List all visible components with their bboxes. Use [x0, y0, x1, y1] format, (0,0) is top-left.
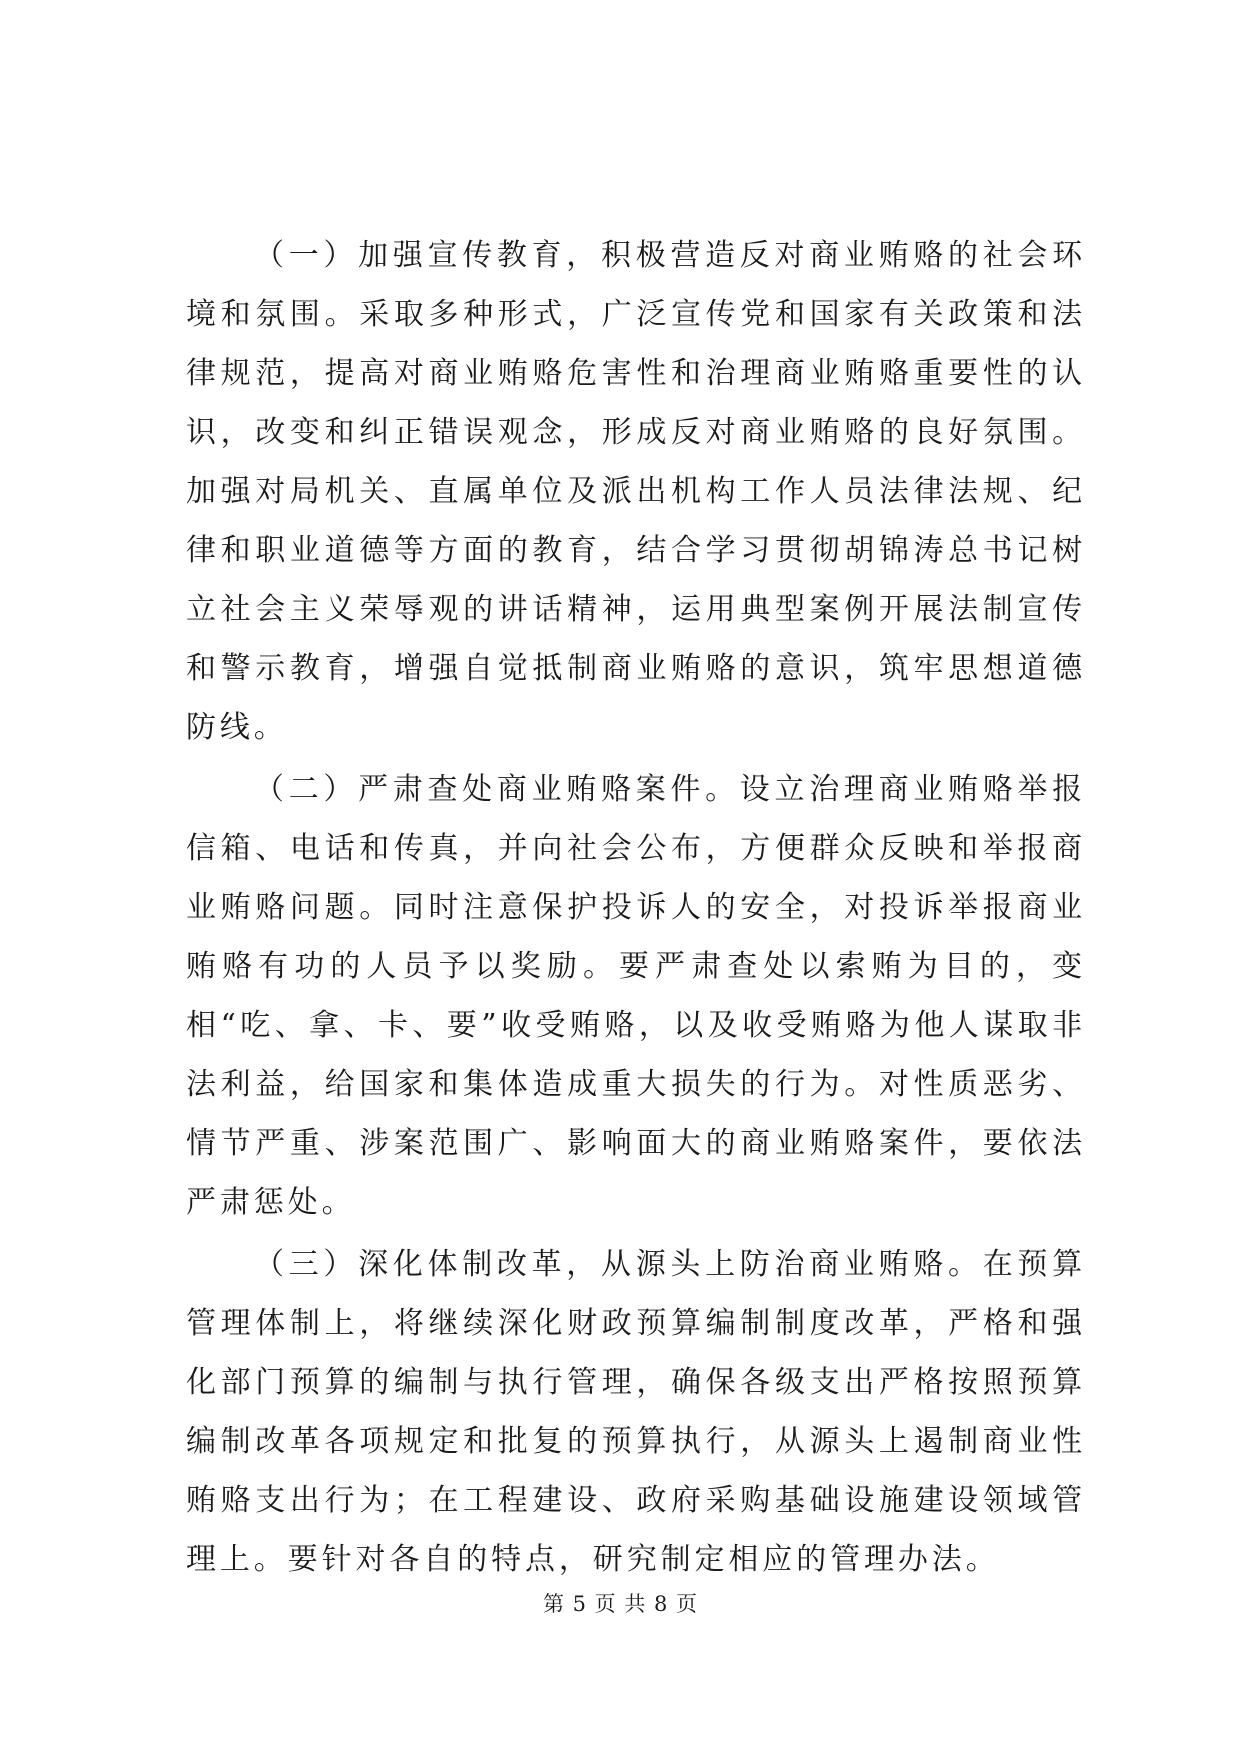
paragraph-1: （一）加强宣传教育，积极营造反对商业贿赂的社会环境和氛围。采取多种形式，广泛宣传党和国家有关政策和法律规范，提高对商业贿赂危害性和治理商业贿赂重要性的认识，改变和纠正错误观念，形成反对商业贿赂的良好氛围。加强对局机关、直属单位及派出机构工作人员法律法规、纪律和职业道德等方面的教育，结合学习贯彻胡锦涛总书记树立社会主义荣辱观的讲话精神，运用典型案例开展法制宣传和警示教育，增强自觉抵制商业贿赂的意识，筑牢思想道德防线。 — [186, 238, 1086, 745]
document-body — [186, 226, 1086, 1592]
paragraph-3: （三）深化体制改革，从源头上防治商业贿赂。在预算管理体制上，将继续深化财政预算编制制度改革，严格和强化部门预算的编制与执行管理，确保各级支出严格按照预算编制改革各项规定和批复的预算执行，从源头上遏制商业性贿赂支出行为；在工程建设、政府采购基础设施建设领域管理上。要针对各自的特点，研究制定相应的管理办法。 — [186, 1247, 1086, 1577]
paragraph-2: （二）严肃查处商业贿赂案件。设立治理商业贿赂举报信箱、电话和传真，并向社会公布，方便群众反映和举报商业贿赂问题。同时注意保护投诉人的安全，对投诉举报商业贿赂有功的人员予以奖励。要严肃查处以索贿为目的，变相“吃、拿、卡、要”收受贿赂，以及收受贿赂为他人谋取非法利益，给国家和集体造成重大损失的行为。对性质恶劣、情节严重、涉案范围广、影响面大的商业贿赂案件，要依法严肃惩处。 — [186, 772, 1086, 1220]
page-number-footer: 第 5 页 共 8 页 — [542, 1592, 699, 1616]
